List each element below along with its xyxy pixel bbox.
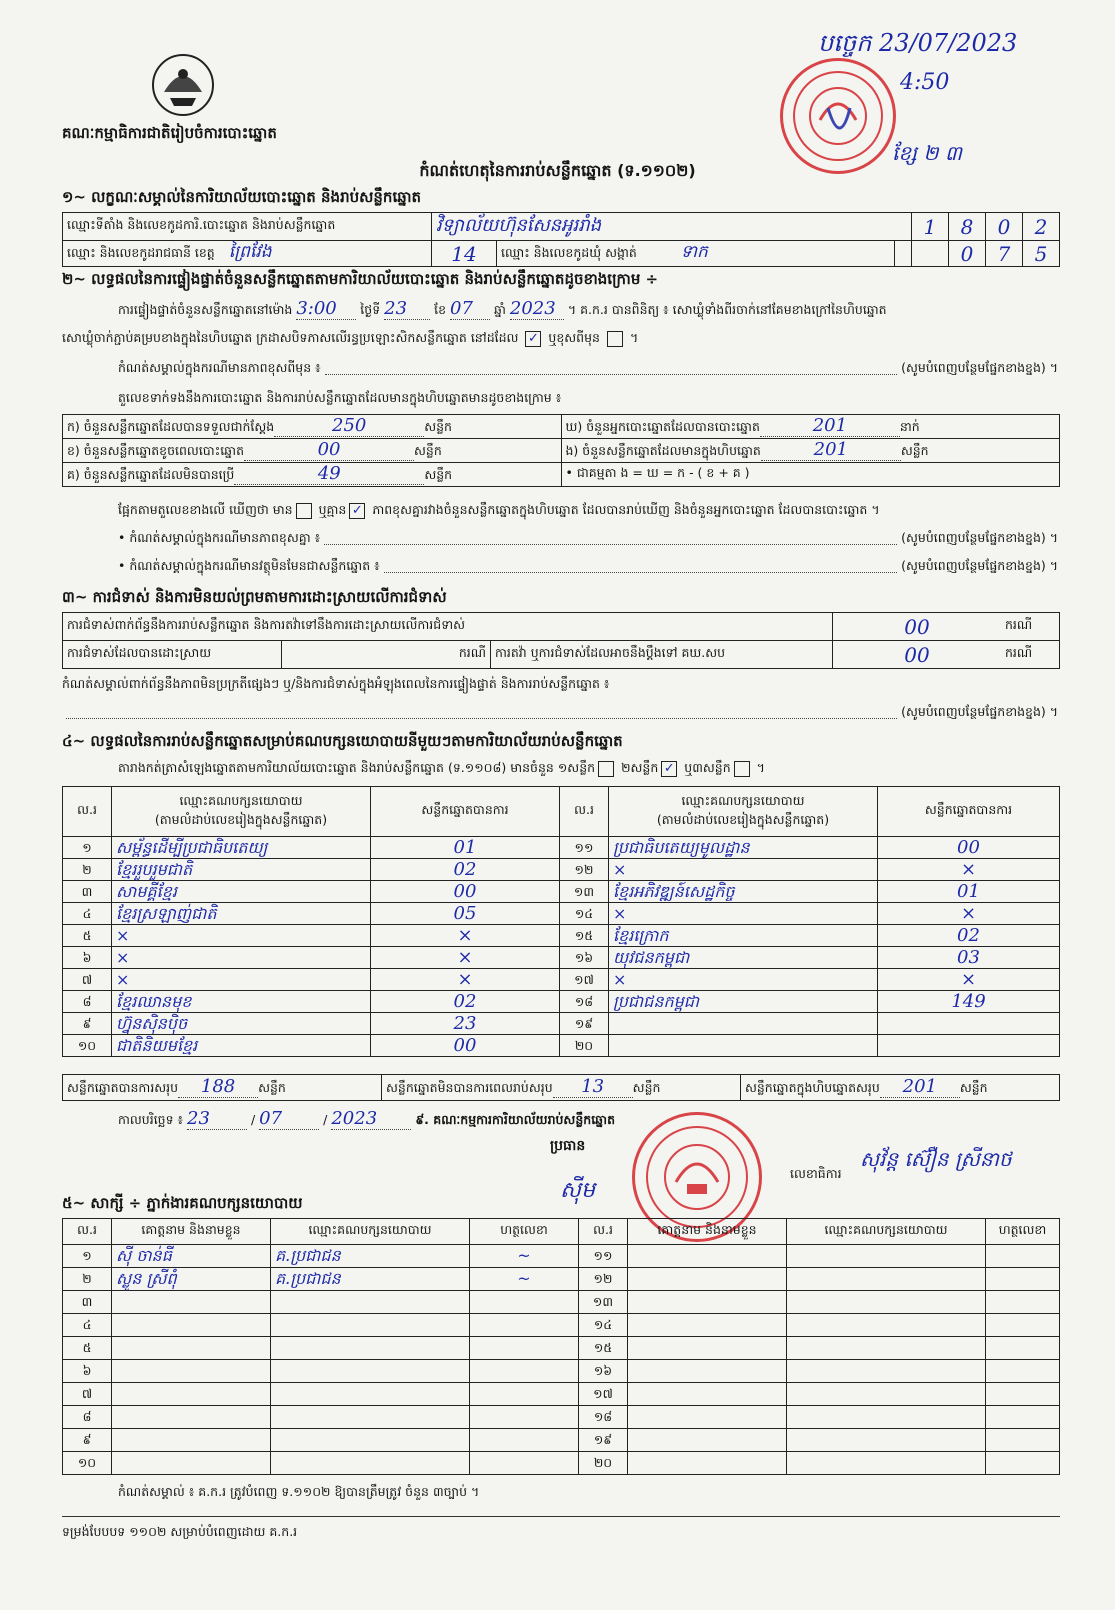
result-party-right: ខ្មែរក្រោក	[609, 925, 878, 947]
objection-row1-value: 00	[833, 613, 1002, 641]
witness-name-right	[628, 1291, 787, 1314]
result-party-right: ខ្មែរអភិវឌ្ឍន៍សេដ្ឋកិច្ច	[609, 881, 878, 903]
witness-row	[63, 1452, 1060, 1475]
note1-line	[118, 360, 1058, 379]
witness-no-left: ១០	[63, 1452, 112, 1475]
witness-party-right	[787, 1268, 986, 1291]
objection-row2-label: ការជំទាស់ដែលបានដោះស្រាយ	[63, 641, 282, 669]
witness-party-right	[787, 1245, 986, 1268]
result-no-right: ២០	[560, 1035, 609, 1057]
col-party-right: ឈ្មោះគណបក្សនយោបាយ	[681, 792, 805, 808]
result-votes-right: ×	[878, 969, 1060, 991]
result-party-left: សម្ព័ន្ធដើម្បីប្រជាធិបតេយ្យ	[112, 837, 371, 859]
chair-signature: ស៊ីម	[560, 1178, 595, 1203]
w-col-no-right: ល.រ	[579, 1219, 628, 1245]
section5-heading: ៥~ សាក្សី ÷ ភ្នាក់ងារគណបក្សនយោបាយ	[62, 1194, 303, 1212]
witness-no-left: ១	[63, 1245, 112, 1268]
results-table	[62, 786, 1060, 1057]
witness-row	[63, 1406, 1060, 1429]
sheets-2-checkbox[interactable]: ✓	[661, 761, 677, 777]
witness-party-right	[787, 1360, 986, 1383]
witness-sig-left	[470, 1452, 579, 1475]
witness-no-right: ១២	[579, 1268, 628, 1291]
witness-name-right	[628, 1452, 787, 1475]
result-no-right: ១៨	[560, 991, 609, 1013]
date-label: កាលបរិច្ឆេទ ៖	[118, 1112, 184, 1127]
witness-party-right	[787, 1337, 986, 1360]
fig-b-unit: សន្លឹក	[414, 443, 442, 458]
result-votes-left: ×	[371, 947, 560, 969]
result-votes-right: ×	[878, 859, 1060, 881]
result-no-right: ១៥	[560, 925, 609, 947]
witness-name-right	[628, 1314, 787, 1337]
note2-line	[118, 530, 1058, 549]
fig-d-unit: នាក់	[899, 419, 920, 434]
witness-no-right: ១៤	[579, 1314, 628, 1337]
verify-time-label: ការផ្ទៀងផ្ទាត់ចំនួនសន្លឹកឆ្នោតនៅម៉ោង	[118, 302, 293, 317]
verify-month: 07	[450, 298, 490, 320]
note2-label: • កំណត់សម្គាល់ក្នុងករណីមានភាពខុសគ្នា ៖	[118, 530, 321, 545]
witness-party-right	[787, 1429, 986, 1452]
result-votes-right: 01	[878, 881, 1060, 903]
has-diff-label: ផ្អែកតាមតួលេខខាងលើ ឃើញថា មាន	[118, 502, 293, 517]
witness-party-left	[271, 1360, 470, 1383]
witness-row	[63, 1245, 1060, 1268]
objection-note: កំណត់សម្គាល់ពាក់ព័ន្ធនឹងភាពមិនប្រក្រតីផ្សេងៗ ឬ/និងការជំទាស់ក្នុងអំឡុងពេលនៃការផ្ទៀងផ្ទាត់ និងការរាប់សន្លឹកឆ្នោត ៖	[62, 676, 610, 691]
witness-party-left	[271, 1406, 470, 1429]
w-col-no-left: ល.រ	[63, 1219, 112, 1245]
date-year: 2023	[331, 1108, 411, 1130]
total-invalid-label: សន្លឹកឆ្នោតមិនបានការពេលរាប់សរុប	[386, 1080, 553, 1095]
province-value: ព្រៃវែង	[228, 242, 272, 262]
footer-text: ទម្រង់បែបបទ ១១០២ សម្រាប់បំពេញដោយ គ.ក.រ	[62, 1524, 298, 1539]
note3-label: • កំណត់សម្គាល់ក្នុងករណីមានវត្ថុមិនមែនជាសន្លឹកឆ្នោត ៖	[118, 558, 380, 573]
witness-sig-left: ~	[470, 1268, 579, 1291]
fig-a-label: ក) ចំនួនសន្លឹកឆ្នោតដែលបានទទួលជាក់ស្តែង	[67, 419, 275, 434]
witness-no-left: ៩	[63, 1429, 112, 1452]
date-day: 23	[187, 1108, 247, 1130]
sheets-3-checkbox[interactable]	[734, 761, 750, 777]
result-votes-left: 01	[371, 837, 560, 859]
fig-d-value: 201	[760, 415, 900, 437]
org-name: គណៈកម្មាធិការជាតិរៀបចំការបោះឆ្នោត	[62, 124, 277, 142]
form-title: កំណត់ហេតុនៃការរាប់សន្លឹកឆ្នោត (ទ.១១០២)	[419, 161, 696, 180]
station-code-4: 2	[1023, 213, 1060, 241]
note3-line	[118, 558, 1058, 577]
w-col-party-right: ឈ្មោះគណបក្សនយោបាយ	[787, 1219, 986, 1245]
commune-label: ឈ្មោះ និងលេខកូដឃុំ សង្កាត់	[501, 245, 637, 260]
station-label: ឈ្មោះទីតាំង និងលេខកូដការិ.បោះឆ្នោត និងរាប់សន្លឹកឆ្នោត	[63, 213, 432, 241]
witness-name-left: ស្លូន ស្រីពុំ	[112, 1268, 271, 1291]
result-no-left: ៥	[63, 925, 112, 947]
result-votes-right	[878, 1035, 1060, 1057]
result-no-left: ៤	[63, 903, 112, 925]
discrepancy-text: ភាពខុសគ្នារវាងចំនួនសន្លឹកឆ្នោតក្នុងហិបឆ្នោត ដែលបានរាប់ឃើញ និងចំនួនអ្នកបោះឆ្នោត ដែលបានបោះឆ្នោត ។	[372, 502, 880, 517]
w-col-name-left: គោត្តនាម និងនាមខ្លួន	[112, 1219, 271, 1245]
objection-row2-unit2: ករណី	[1001, 641, 1060, 669]
witness-no-right: ១៧	[579, 1383, 628, 1406]
results-row	[63, 903, 1060, 925]
witness-name-left	[112, 1383, 271, 1406]
result-party-right: ×	[609, 903, 878, 925]
result-no-left: ៧	[63, 969, 112, 991]
witness-name-left	[112, 1314, 271, 1337]
col-votes-left: សន្លឹកឆ្នោតបានការ	[371, 787, 560, 837]
total-box-unit: សន្លឹក	[959, 1080, 988, 1095]
witness-sig-left	[470, 1314, 579, 1337]
note2-suffix: (សូមបំពេញបន្ថែមផ្នែកខាងខ្នង) ។	[901, 530, 1058, 545]
witness-party-left	[271, 1337, 470, 1360]
witness-row	[63, 1383, 1060, 1406]
results-row	[63, 881, 1060, 903]
result-party-left: សាមគ្គីខ្មែរ	[112, 881, 371, 903]
result-party-right: ×	[609, 859, 878, 881]
witness-table	[62, 1218, 1060, 1475]
total-invalid-value: 13	[553, 1076, 633, 1098]
sheets-1-checkbox[interactable]	[598, 761, 614, 777]
discrepancy-line	[118, 502, 880, 521]
result-party-right	[609, 1013, 878, 1035]
official-stamp-top	[780, 58, 896, 174]
witness-name-left	[112, 1406, 271, 1429]
chair-label: ប្រធាន	[550, 1138, 586, 1154]
result-votes-left: 23	[371, 1013, 560, 1035]
witness-name-left: ស៊ី ចាន់ធី	[112, 1245, 271, 1268]
witness-name-right	[628, 1268, 787, 1291]
section2-heading: ២~ លទ្ធផលនៃការផ្ទៀងផ្ទាត់ចំនួនសន្លឹកឆ្នោតតាមការិយាល័យបោះឆ្នោត និងរាប់សន្លឹកឆ្នោតដូចខាងក្រោម ÷	[62, 270, 659, 288]
witness-sig-right	[986, 1383, 1060, 1406]
col-votes-right: សន្លឹកឆ្នោតបានការ	[878, 787, 1060, 837]
witness-sig-left: ~	[470, 1245, 579, 1268]
station-code-3: 0	[986, 213, 1023, 241]
witness-name-right	[628, 1383, 787, 1406]
result-no-right: ១៤	[560, 903, 609, 925]
witness-no-right: ១៥	[579, 1337, 628, 1360]
witness-name-left	[112, 1337, 271, 1360]
total-invalid-unit: សន្លឹក	[632, 1080, 661, 1095]
result-no-left: ៩	[63, 1013, 112, 1035]
station-code-1: 1	[912, 213, 949, 241]
result-votes-left: 02	[371, 859, 560, 881]
result-no-left: ៦	[63, 947, 112, 969]
witness-party-left	[271, 1291, 470, 1314]
witness-no-right: ១៨	[579, 1406, 628, 1429]
section4-heading: ៤~ លទ្ធផលនៃការរាប់សន្លឹកឆ្នោតសម្រាប់គណបក្សនយោបាយនីមួយៗតាមការិយាល័យរាប់សន្លឹកឆ្នោត	[62, 732, 623, 750]
witness-sig-left	[470, 1406, 579, 1429]
committee-label: ៩. គណៈកម្មការការិយាល័យរាប់សន្លឹកឆ្នោត	[415, 1112, 616, 1127]
sheets-intro: តារាងកត់ត្រាសំឡេងឆ្នោតតាមការិយាល័យបោះឆ្នោត និងរាប់សន្លឹកឆ្នោត (ទ.១១០៨) មានចំនួន ១សន្លឹក	[118, 760, 596, 775]
witness-no-left: ៤	[63, 1314, 112, 1337]
witness-no-left: ៨	[63, 1406, 112, 1429]
witness-row	[63, 1337, 1060, 1360]
total-box-label: សន្លឹកឆ្នោតក្នុងហិបឆ្នោតសរុប	[744, 1080, 880, 1095]
witness-no-right: ១៩	[579, 1429, 628, 1452]
fig-a-unit: សន្លឹក	[424, 419, 452, 434]
witness-sig-left	[470, 1291, 579, 1314]
sheets-line: តារាងកត់ត្រាសំឡេងឆ្នោតតាមការិយាល័យបោះឆ្នោត និងរាប់សន្លឹកឆ្នោត (ទ.១១០៨) មានចំនួន ១សន្លឹក ២សន្លឹក ✓ ឬ៣សន្លឹក ។	[118, 760, 765, 776]
unchanged-checkbox[interactable]: ✓	[525, 331, 541, 347]
note1-suffix: (សូមបំពេញបន្ថែមផ្នែកខាងខ្នង) ។	[901, 360, 1058, 375]
top-date-handwriting: បច្ចេក 23/07/2023	[818, 29, 1018, 57]
witness-no-right: ១៦	[579, 1360, 628, 1383]
result-no-right: ១៦	[560, 947, 609, 969]
fig-c-value: 49	[234, 463, 424, 485]
objection-row1-unit: ករណី	[1001, 613, 1060, 641]
result-no-left: ២	[63, 859, 112, 881]
results-row	[63, 837, 1060, 859]
result-no-left: ១០	[63, 1035, 112, 1057]
province-label: ឈ្មោះ និងលេខកូដរាជធានី ខេត្ត	[67, 245, 215, 260]
verify-month-label: ខែ	[434, 302, 447, 317]
witness-sig-right	[986, 1337, 1060, 1360]
verify-year: 2023	[510, 298, 564, 320]
witness-no-left: ២	[63, 1268, 112, 1291]
fig-c-label: គ) ចំនួនសន្លឹកឆ្នោតដែលមិនបានប្រើ	[67, 467, 235, 482]
col-party2-left: (តាមលំដាប់លេខរៀងក្នុងសន្លឹកឆ្នោត)	[154, 811, 328, 827]
results-row	[63, 969, 1060, 991]
result-party-left: ខ្មែររួបរួមជាតិ	[112, 859, 371, 881]
fig-e-value: 201	[761, 439, 901, 461]
witness-name-right	[628, 1360, 787, 1383]
verify-time: 3:00	[296, 298, 356, 320]
witness-no-left: ៧	[63, 1383, 112, 1406]
witness-sig-right	[986, 1314, 1060, 1337]
witness-sig-right	[986, 1429, 1060, 1452]
objection-row2-label2: ការតវ៉ា ឬការជំទាស់ដែលអាចនឹងប្តឹងទៅ គឃ.សប	[491, 641, 833, 669]
witness-party-left	[271, 1314, 470, 1337]
result-votes-left: 00	[371, 881, 560, 903]
fig-c-unit: សន្លឹក	[424, 467, 453, 482]
result-votes-left: ×	[371, 925, 560, 947]
witness-name-left	[112, 1291, 271, 1314]
fig-b-value: 00	[244, 439, 414, 461]
total-valid-unit: សន្លឹក	[258, 1080, 286, 1095]
total-valid-value: 188	[178, 1076, 258, 1098]
objection-row1-label: ការជំទាស់ពាក់ព័ន្ធនឹងការរាប់សន្លឹកឆ្នោត និងការតវ៉ាទៅនឹងការដោះស្រាយលើការជំទាស់	[63, 613, 833, 641]
result-party-right: ប្រជាជនកម្ពុជា	[609, 991, 878, 1013]
result-party-left: ខ្មែរឈានមុខ	[112, 991, 371, 1013]
result-votes-left: ×	[371, 969, 560, 991]
objection-note-line	[62, 704, 1058, 723]
result-party-left: ហ្វ៊ុនស៊ិនប៉ិច	[112, 1013, 371, 1035]
witness-row	[63, 1268, 1060, 1291]
result-votes-left: 00	[371, 1035, 560, 1057]
witness-sig-right	[986, 1245, 1060, 1268]
formula: • ជាគម្មតា ង = ឃ = ក - ( ខ + គ )	[561, 463, 1060, 487]
results-row	[63, 859, 1060, 881]
witness-sig-right	[986, 1452, 1060, 1475]
witness-name-left	[112, 1452, 271, 1475]
section1-table	[62, 212, 1060, 267]
col-party2-right: (តាមលំដាប់លេខរៀងក្នុងសន្លឹកឆ្នោត)	[656, 811, 830, 827]
fig-d-label: ឃ) ចំនួនអ្នកបោះឆ្នោតដែលបានបោះឆ្នោត	[565, 419, 760, 434]
objection-row2-unit: ករណី	[282, 641, 491, 669]
witness-party-left	[271, 1452, 470, 1475]
top-time-handwriting: 4:50	[900, 70, 950, 95]
result-no-left: ៣	[63, 881, 112, 903]
result-no-right: ១៧	[560, 969, 609, 991]
fig-e-label: ង) ចំនួនសន្លឹកឆ្នោតដែលមានក្នុងហិបឆ្នោត	[565, 443, 761, 458]
fig-e-unit: សន្លឹក	[900, 443, 929, 458]
result-no-right: ១១	[560, 837, 609, 859]
total-box-value: 201	[880, 1076, 960, 1098]
result-no-left: ១	[63, 837, 112, 859]
result-party-right: យុវជនកម្ពុជា	[609, 947, 878, 969]
results-row	[63, 925, 1060, 947]
changed-label: ឬខុសពីមុន	[548, 330, 600, 345]
col-no-right: ល.រ	[560, 787, 609, 837]
witness-party-right	[787, 1406, 986, 1429]
result-party-left: ×	[112, 969, 371, 991]
witness-no-left: ៣	[63, 1291, 112, 1314]
witness-sig-right	[986, 1360, 1060, 1383]
witness-row	[63, 1360, 1060, 1383]
top-note-handwriting: ខ្សែ ២ ៣	[892, 141, 962, 165]
witness-no-left: ៥	[63, 1337, 112, 1360]
verify-line	[118, 298, 1058, 321]
nec-emblem-icon	[150, 52, 216, 118]
section3-heading: ៣~ ការជំទាស់ និងការមិនយល់ព្រមតាមការដោះស្រាយលើការជំទាស់	[62, 588, 447, 606]
result-party-left: ×	[112, 925, 371, 947]
objections-table	[62, 612, 1060, 669]
results-row	[63, 1035, 1060, 1057]
commune-code-1: 0	[949, 241, 986, 267]
witness-sig-right	[986, 1268, 1060, 1291]
commune-value: ទាក	[680, 242, 708, 262]
verify-year-label: ឆ្នាំ	[493, 302, 506, 317]
result-party-left: ×	[112, 947, 371, 969]
witness-row	[63, 1429, 1060, 1452]
result-no-right: ១៣	[560, 881, 609, 903]
result-votes-right: 149	[878, 991, 1060, 1013]
secretary-label: លេខាធិការ	[790, 1166, 842, 1181]
station-code-2: 8	[949, 213, 986, 241]
result-votes-right: 02	[878, 925, 1060, 947]
witness-no-left: ៦	[63, 1360, 112, 1383]
section1-heading: ១~ លក្ខណៈសម្គាល់នៃការិយាល័យបោះឆ្នោត និងរាប់សន្លឹកឆ្នោត	[62, 188, 422, 206]
station-value: វិទ្យាល័យហ៊ុនសែនអូររាំង	[432, 213, 912, 241]
results-row	[63, 1013, 1060, 1035]
verify-day: 23	[384, 298, 430, 320]
results-row	[63, 991, 1060, 1013]
witness-party-left	[271, 1429, 470, 1452]
note3-suffix: (សូមបំពេញបន្ថែមផ្នែកខាងខ្នង) ។	[901, 558, 1058, 573]
witness-name-right	[628, 1245, 787, 1268]
witness-sig-left	[470, 1383, 579, 1406]
result-votes-right: ×	[878, 903, 1060, 925]
witness-party-right	[787, 1452, 986, 1475]
result-no-right: ១២	[560, 859, 609, 881]
province-code: 14	[432, 241, 497, 267]
fig-b-label: ខ) ចំនួនសន្លឹកឆ្នោតខូចពេលបោះឆ្នោត	[67, 443, 245, 458]
date-line: កាលបរិច្ឆេទ ៖ 23 / 07 / 2023 ៩. គណៈកម្មការការិយាល័យរាប់សន្លឹកឆ្នោត	[118, 1108, 616, 1129]
figures-table	[62, 414, 1060, 487]
witness-party-right	[787, 1291, 986, 1314]
has-diff-checkbox[interactable]	[296, 503, 312, 519]
result-party-right	[609, 1035, 878, 1057]
witness-sig-right	[986, 1406, 1060, 1429]
result-votes-right	[878, 1013, 1060, 1035]
result-party-left: ខ្មែរស្រឡាញ់ជាតិ	[112, 903, 371, 925]
results-row	[63, 947, 1060, 969]
verify-text: ។ គ.ក.រ បានពិនិត្យ ៖ សោឃ្លុំទាំងពីរចាក់នៅគែមខាងក្រៅនៃហិបឆ្នោត	[567, 302, 887, 317]
fig-a-value: 250	[274, 415, 424, 437]
no-diff-checkbox[interactable]: ✓	[349, 503, 365, 519]
w-col-party-left: ឈ្មោះគណបក្សនយោបាយ	[271, 1219, 470, 1245]
witness-sig-left	[470, 1429, 579, 1452]
witness-name-right	[628, 1429, 787, 1452]
result-no-left: ៨	[63, 991, 112, 1013]
witness-name-left	[112, 1360, 271, 1383]
verify-day-label: ថ្ងៃទី	[360, 302, 381, 317]
witness-sig-left	[470, 1360, 579, 1383]
result-party-left: ជាតិនិយមខ្មែរ	[112, 1035, 371, 1057]
witness-party-left	[271, 1383, 470, 1406]
col-party-left: ឈ្មោះគណបក្សនយោបាយ	[179, 792, 303, 808]
secretary-signature: សុវ័ន្ត ស៊ឿន ស្រីនាថ	[860, 1147, 1012, 1171]
result-party-right: ×	[609, 969, 878, 991]
witness-name-left	[112, 1429, 271, 1452]
totals-table	[62, 1074, 1060, 1101]
w-col-sig-right: ហត្ថលេខា	[986, 1219, 1060, 1245]
witness-name-right	[628, 1406, 787, 1429]
witness-party-right	[787, 1314, 986, 1337]
witness-name-right	[628, 1337, 787, 1360]
w-col-sig-left: ហត្ថលេខា	[470, 1219, 579, 1245]
witness-row	[63, 1291, 1060, 1314]
seal-text: សោឃ្លុំចាក់ភ្ជាប់គម្របខាងក្នុងនៃហិបឆ្នោត ក្រដាសបិទភាសលើរន្ធប្រឡោះសិកសន្លឹកឆ្នោត នៅដដែល	[62, 330, 519, 345]
sheets-2-label: ២សន្លឹក	[621, 760, 659, 775]
sheets-3-label: ឬ៣សន្លឹក	[684, 760, 731, 775]
witness-party-right	[787, 1383, 986, 1406]
result-votes-right: 00	[878, 837, 1060, 859]
commune-code-2: 7	[986, 241, 1023, 267]
objection-note-suffix: (សូមបំពេញបន្ថែមផ្នែកខាងខ្នង) ។	[901, 704, 1058, 719]
witness-row	[63, 1314, 1060, 1337]
witness-party-left: គ.ប្រជាជន	[271, 1245, 470, 1268]
witness-party-left: គ.ប្រជាជន	[271, 1268, 470, 1291]
witness-no-right: ១១	[579, 1245, 628, 1268]
result-party-right: ប្រជាធិបតេយ្យមូលដ្ឋាន	[609, 837, 878, 859]
result-votes-left: 05	[371, 903, 560, 925]
result-no-right: ១៩	[560, 1013, 609, 1035]
seal-line: សោឃ្លុំចាក់ភ្ជាប់គម្របខាងក្នុងនៃហិបឆ្នោត ក្រដាសបិទភាសលើរន្ធប្រឡោះសិកសន្លឹកឆ្នោត នៅដដែល ✓ ឬខុសពីមុន ។	[62, 330, 639, 346]
date-month: 07	[259, 1108, 319, 1130]
witness-no-right: ១៣	[579, 1291, 628, 1314]
commune-code-3: 5	[1023, 241, 1060, 267]
result-votes-right: 03	[878, 947, 1060, 969]
footer-divider	[62, 1516, 1060, 1517]
footnote: កំណត់សម្គាល់ ៖ គ.ក.រ ត្រូវបំពេញ ទ.១១០២ ឱ្យបានត្រឹមត្រូវ ចំនួន ៣ច្បាប់ ។	[118, 1484, 480, 1499]
no-diff-label: ឬគ្មាន	[318, 502, 347, 517]
result-votes-left: 02	[371, 991, 560, 1013]
witness-sig-right	[986, 1291, 1060, 1314]
note1-label: កំណត់សម្គាល់ក្នុងករណីមានភាពខុសពីមុន ៖	[118, 360, 321, 375]
objection-row2-value: 00	[833, 641, 1002, 669]
witness-sig-left	[470, 1337, 579, 1360]
figures-intro: តួលេខទាក់ទងនឹងការបោះឆ្នោត និងការរាប់សន្លឹកឆ្នោតដែលមានក្នុងហិបឆ្នោតមានដូចខាងក្រោម ៖	[118, 390, 562, 405]
total-valid-label: សន្លឹកឆ្នោតបានការសរុប	[67, 1080, 179, 1095]
col-no-left: ល.រ	[63, 787, 112, 837]
w-col-name-right: គោត្តនាម និងនាមខ្លួន	[628, 1219, 787, 1245]
witness-no-right: ២០	[579, 1452, 628, 1475]
changed-checkbox[interactable]	[607, 331, 623, 347]
